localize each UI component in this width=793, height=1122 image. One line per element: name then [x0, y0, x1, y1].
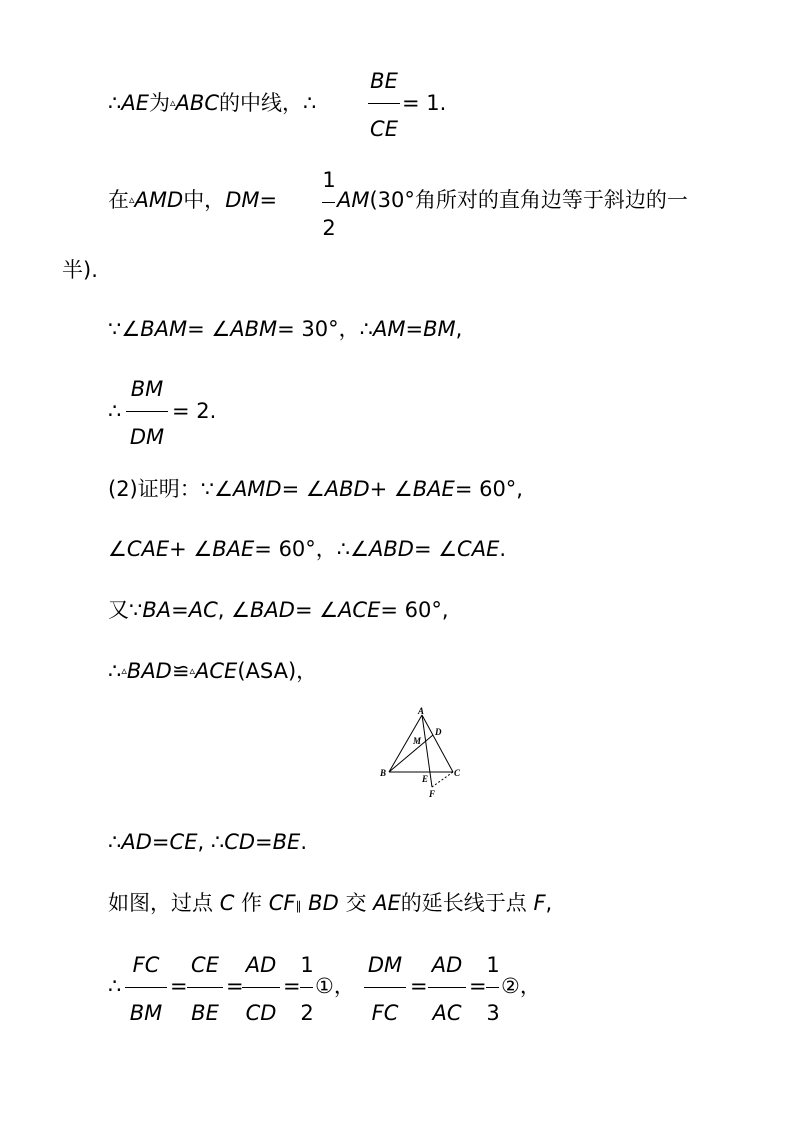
frac-numerator: 1 — [300, 953, 314, 977]
equals-two: = 2. — [172, 399, 217, 423]
equals-sign: = — [469, 974, 487, 998]
parallel-symbol: ∥ — [295, 899, 302, 913]
math-bm: BM — [423, 317, 456, 341]
line-7 — [108, 597, 449, 623]
equals-sign: = — [151, 830, 170, 854]
congruent-symbol: ≌ — [171, 659, 190, 683]
fraction-ad-over-cd — [240, 952, 282, 1026]
math-ac: AC — [188, 598, 218, 622]
math-bad: BAD — [250, 598, 295, 622]
fraction-one-third — [484, 952, 502, 1026]
line-5 — [108, 476, 523, 502]
therefore-symbol: ∴ — [108, 974, 122, 998]
text-zuo: 作 — [241, 891, 263, 915]
text-extension: 的延长线于点 — [400, 891, 527, 915]
equals-sign: = — [283, 974, 301, 998]
text-wei: 为 — [149, 91, 171, 115]
math-bad: BAD — [126, 659, 172, 683]
fraction-fc-over-bm — [123, 952, 169, 1026]
comma: , — [455, 317, 463, 341]
math-bae: BAE — [212, 537, 255, 561]
line-2-rest — [337, 187, 688, 213]
equals-one: = 1. — [402, 91, 447, 115]
line-8 — [108, 658, 317, 684]
equals-sign: = — [405, 317, 424, 341]
math-ce: CE — [169, 830, 198, 854]
math-ace: ACE — [195, 659, 238, 683]
text-asa: (ASA)， — [237, 659, 318, 683]
frac-numerator: CE — [191, 953, 219, 977]
frac-numerator: DM — [367, 953, 403, 977]
fraction-bar — [300, 987, 313, 988]
math-abd: ABD — [324, 477, 370, 501]
proof-label: (2)证明：∵∠ — [108, 477, 233, 501]
because-symbol: ∵∠ — [108, 317, 141, 341]
frac-denominator: FC — [371, 1001, 399, 1025]
angle-symbol: ∠ — [231, 598, 250, 622]
triangle-figure — [376, 703, 468, 803]
frac-denominator: 2 — [300, 1001, 314, 1025]
line-2-continuation: 半). — [62, 258, 98, 282]
equals-angle: = ∠ — [413, 537, 458, 561]
fraction-one-half — [298, 952, 316, 1026]
fraction-bar — [364, 987, 406, 988]
math-am: AM — [337, 188, 370, 212]
segment-ac — [422, 715, 453, 772]
label-d: D — [435, 727, 442, 737]
line-6 — [108, 536, 506, 562]
text-30-degree-rule: (30°角所对的直角边等于斜边的一 — [369, 188, 688, 212]
math-bam: BAM — [140, 317, 188, 341]
line-10 — [108, 890, 552, 919]
fraction-bar — [428, 987, 466, 988]
triangle-icon: ▵ — [121, 664, 127, 677]
segment-bd — [389, 735, 433, 772]
fraction-bar — [242, 987, 280, 988]
text-jiao: 交 — [345, 891, 367, 915]
text-therefore: , ∴ — [197, 830, 225, 854]
equals-sign: = — [170, 974, 188, 998]
line-2 — [108, 187, 277, 213]
math-be: BE — [272, 830, 301, 854]
label-b: B — [380, 768, 387, 778]
therefore-symbol: ∴ — [108, 399, 122, 423]
math-c: C — [219, 891, 235, 915]
triangle-icon: ▵ — [189, 664, 195, 677]
math-ae: AE — [121, 91, 150, 115]
frac-denominator: CE — [370, 117, 398, 141]
fraction-bar — [368, 103, 400, 104]
label-f: F — [429, 789, 436, 799]
frac-numerator: FC — [132, 953, 160, 977]
line-1 — [108, 90, 316, 116]
equals-60: = 60°, — [380, 598, 449, 622]
math-bd: BD — [308, 891, 339, 915]
math-cd: CD — [224, 830, 256, 854]
text-zhong: 中， — [183, 188, 226, 212]
frac-numerator: AD — [431, 953, 463, 977]
equals-sign: = — [410, 974, 428, 998]
equals-angle: = ∠ — [281, 477, 325, 501]
frac-denominator: BM — [129, 1001, 163, 1025]
math-abm: ABM — [230, 317, 278, 341]
math-abd: ABD — [368, 537, 414, 561]
frac-denominator: AC — [432, 1001, 462, 1025]
math-amd: AMD — [134, 188, 184, 212]
fraction-bar — [125, 987, 167, 988]
equals-sign: = — [226, 974, 244, 998]
period: . — [300, 830, 308, 854]
frac-numerator: 1 — [486, 953, 500, 977]
fraction-ce-over-be — [185, 952, 225, 1026]
frac-denominator: CD — [245, 1001, 277, 1025]
frac-denominator: BE — [191, 1001, 219, 1025]
math-ae: AE — [373, 891, 401, 915]
triangle-icon: ▵ — [170, 96, 176, 109]
fraction-bar — [486, 987, 499, 988]
math-ba: BA — [142, 598, 172, 622]
label-c: C — [454, 768, 461, 778]
frac-numerator: BM — [130, 377, 164, 401]
equals-sign: = — [171, 598, 189, 622]
text-zai: 在 — [108, 188, 129, 212]
therefore-symbol: ∴ — [108, 830, 122, 854]
marker-circle-1: ①， — [315, 974, 355, 998]
comma: , — [545, 891, 553, 915]
text-30-degrees: = 30°，∴ — [277, 317, 373, 341]
text-you-because: 又∵ — [108, 598, 143, 622]
equals-sign: = — [255, 830, 273, 854]
label-a: A — [418, 706, 425, 716]
equals-60: = 60°, — [454, 477, 523, 501]
math-bae: BAE — [412, 477, 455, 501]
equals-angle: = ∠ — [294, 598, 339, 622]
math-ace: ACE — [338, 598, 381, 622]
frac-denominator: 3 — [486, 1001, 500, 1025]
frac-numerator: 1 — [322, 168, 336, 192]
period: . — [499, 537, 507, 561]
frac-denominator: 2 — [322, 216, 336, 240]
fraction-dm-over-fc — [362, 952, 408, 1026]
fraction-one-half — [320, 167, 338, 241]
frac-numerator: AD — [245, 953, 277, 977]
label-e: E — [422, 774, 429, 784]
fraction-bar — [187, 987, 223, 988]
frac-denominator: DM — [129, 425, 165, 449]
math-dm: DM — [225, 188, 260, 212]
plus-angle: + ∠ — [369, 477, 413, 501]
fraction-ad-over-ac — [426, 952, 468, 1026]
fraction-bar — [322, 202, 335, 203]
equals-sign: = — [259, 188, 278, 212]
fraction-bar — [126, 411, 168, 412]
math-f: F — [533, 891, 546, 915]
line-3 — [108, 316, 462, 342]
math-am: AM — [372, 317, 406, 341]
therefore-symbol: ∴ — [108, 659, 122, 683]
frac-numerator: BE — [370, 69, 398, 93]
comma: , — [217, 598, 225, 622]
math-amd: AMD — [232, 477, 282, 501]
marker-circle-2: ②， — [501, 974, 541, 998]
math-abc: ABC — [175, 91, 219, 115]
segment-cf-dashed — [432, 772, 453, 787]
math-cae: CAE — [126, 537, 170, 561]
equals-angle: = ∠ — [187, 317, 231, 341]
triangle-icon: ▵ — [129, 193, 135, 206]
text-as-shown: 如图，过点 — [108, 891, 213, 915]
math-cae: CAE — [457, 537, 500, 561]
plus-angle: + ∠ — [169, 537, 213, 561]
text-60-therefore: = 60°，∴∠ — [254, 537, 369, 561]
therefore-symbol: ∴ — [108, 91, 122, 115]
math-cf: CF — [268, 891, 296, 915]
math-ad: AD — [121, 830, 152, 854]
text-median: 的中线，∴ — [218, 91, 317, 115]
angle-symbol: ∠ — [108, 537, 127, 561]
fraction-bm-over-dm — [124, 376, 170, 450]
line-9 — [108, 829, 307, 855]
fraction-be-over-ce — [366, 68, 402, 142]
label-m: M — [413, 736, 422, 746]
